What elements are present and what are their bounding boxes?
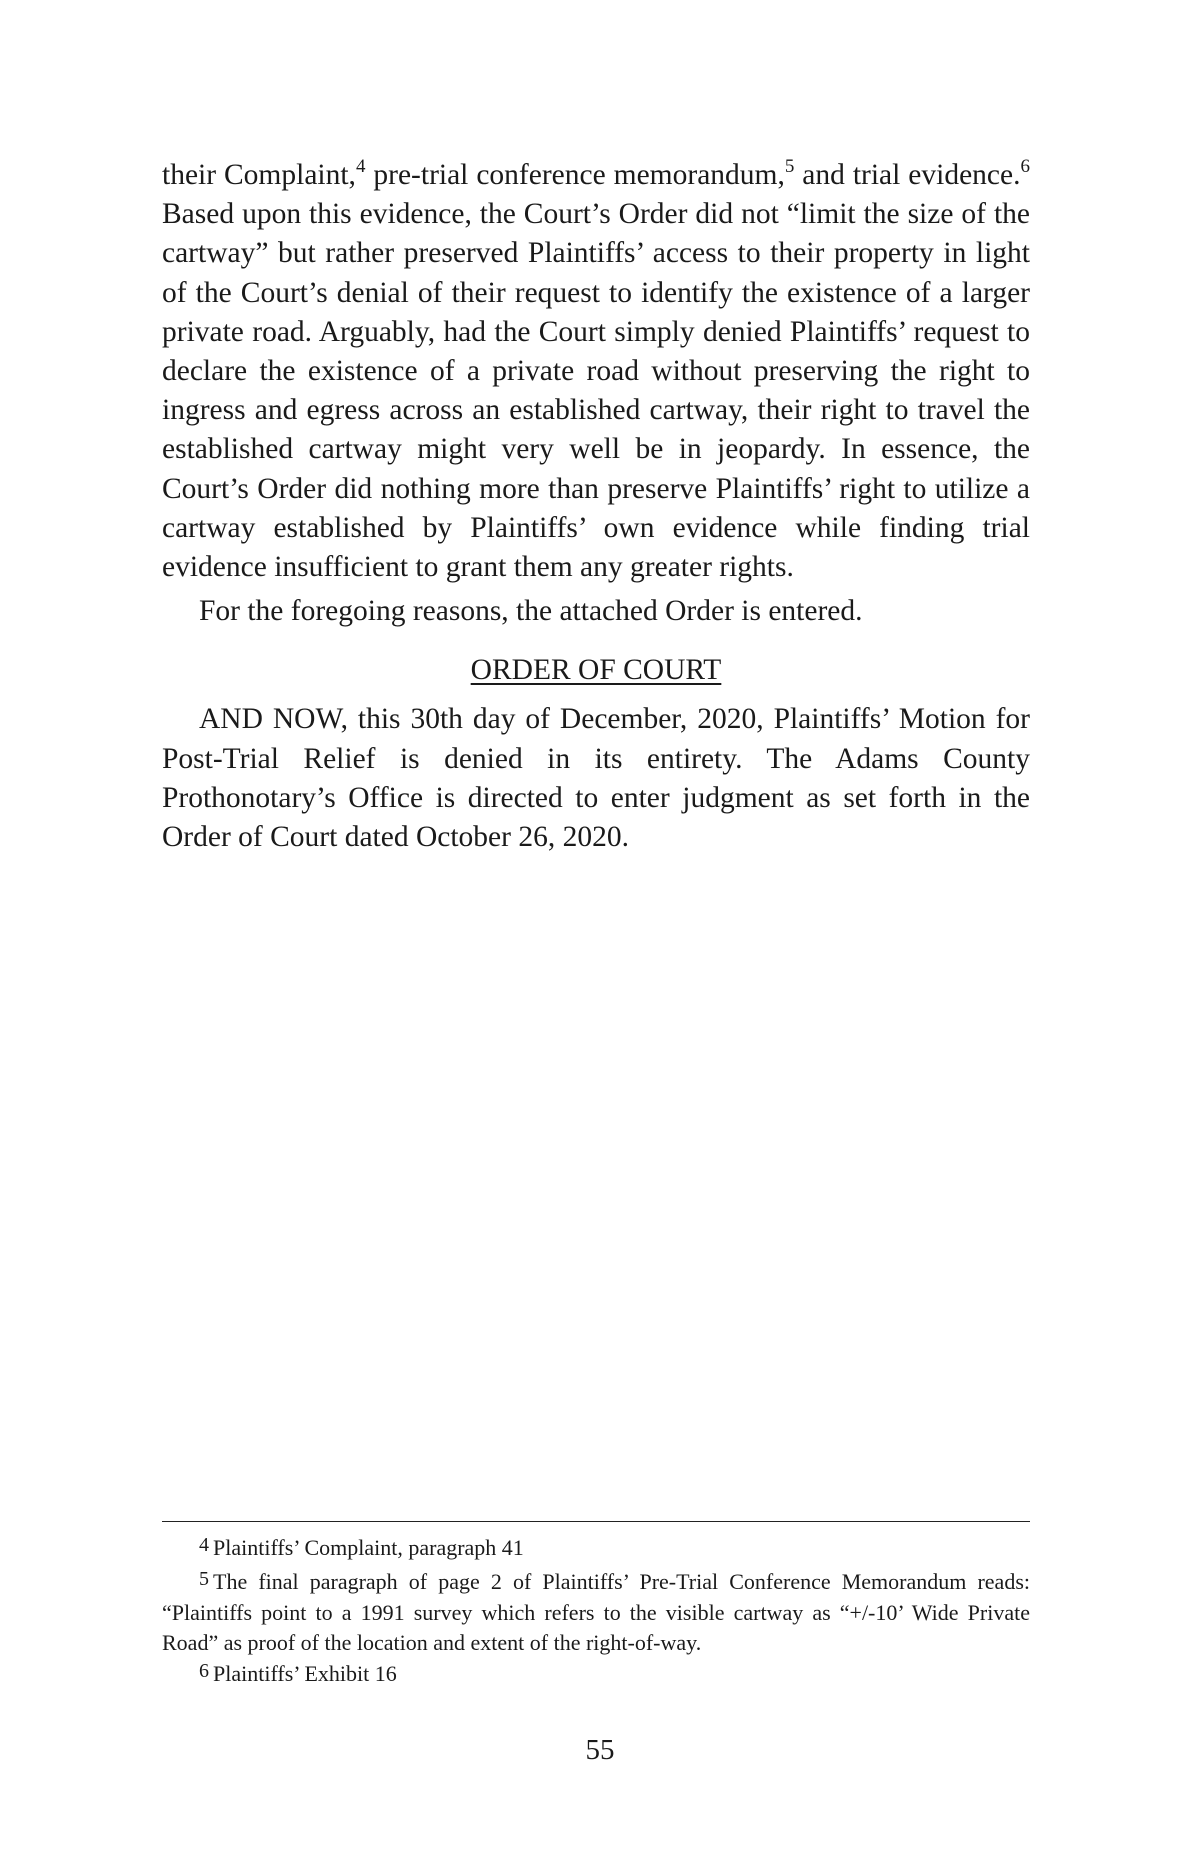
footnote-ref-5: 5 <box>784 156 795 178</box>
footnote-ref-4: 4 <box>355 156 366 178</box>
order-heading <box>162 651 1030 690</box>
footnote-number: 4 <box>199 1534 209 1556</box>
footnote-text: Plaintiffs’ Complaint, paragraph 41 <box>213 1535 524 1560</box>
footnote-text: Plaintiffs’ Exhibit 16 <box>213 1661 397 1686</box>
continuation-paragraph <box>162 156 1030 587</box>
order-heading-text: ORDER OF COURT <box>470 654 722 687</box>
footnotes <box>162 1533 1030 1693</box>
paragraph-text: pre-trial conference memorandum, <box>365 159 785 191</box>
footnote-number: 6 <box>199 1660 209 1682</box>
paragraph-text: their Complaint, <box>162 159 356 191</box>
page-number: 55 <box>585 1734 615 1766</box>
order-paragraph: AND NOW, this 30th day of December, 2020, Plaintiffs’ Motion for Post-Trial Relief is denied in its entirety. The Adams County Prothonotary’s Office is directed to enter judgment as set forth in the Order of Court dated October 26, 2020. <box>162 703 1030 854</box>
footnote-text: The final paragraph of page 2 of Plaintiffs’ Pre-Trial Conference Memorandum reads: “Plaintiffs point to a 1991 survey which refers to the visible cartway as “+/-10’ Wide Private Road” as proof of the location and extent of the right-of-way. <box>162 1568 1030 1655</box>
conclusion-paragraph: For the foregoing reasons, the attached Order is entered. <box>199 595 863 628</box>
footnote-divider <box>162 1521 1030 1522</box>
footnote-item <box>162 1659 1030 1691</box>
paragraph-text: Based upon this evidence, the Court’s Order did not “limit the size of the cartway” but rather preserved Plaintiffs’ access to their property in light of the Court’s denial of their request to identify the existence of a larger private road. Arguably, had the Court simply denied Plaintiffs’ request to declare the existence of a private road without preserving the right to ingress and egress across an established cartway, their right to travel the established cartway might very well be in jeopardy. In essence, the Court’s Order did nothing more than preserve Plaintiffs’ right to utilize a cartway established by Plaintiffs’ own evidence while finding trial evidence insufficient to grant them any greater rights. <box>162 198 1030 584</box>
footnote-ref-6: 6 <box>1020 156 1030 178</box>
paragraph-text: and trial evidence. <box>794 159 1021 191</box>
main-text <box>162 156 1030 857</box>
footnote-number: 5 <box>199 1567 209 1590</box>
footnote-item <box>162 1533 1030 1565</box>
footnote-item <box>162 1567 1030 1658</box>
